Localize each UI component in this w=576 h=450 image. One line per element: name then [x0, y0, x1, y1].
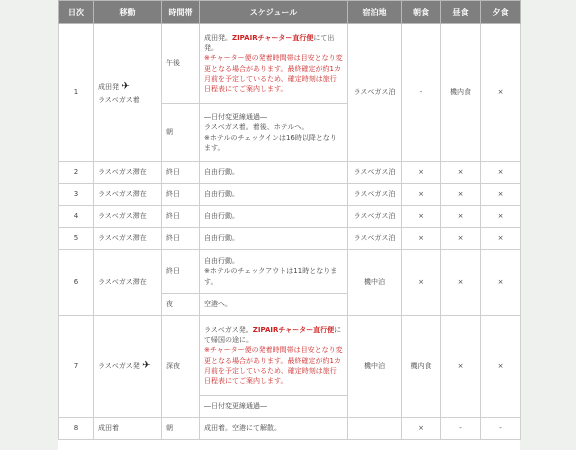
header-day: 日次 [59, 1, 94, 24]
itinerary-panel [58, 0, 520, 450]
table-row [59, 162, 521, 184]
day-number: 2 [59, 162, 94, 184]
dinner-cell: × [481, 206, 521, 228]
schedule-text: にて出発。 [204, 34, 335, 53]
move-cell: 成田着 [94, 418, 162, 440]
table-row [59, 250, 521, 294]
move-cell: ラスベガス滞在 [94, 206, 162, 228]
time-cell: 終日 [162, 184, 200, 206]
dinner-cell: × [481, 162, 521, 184]
stay-cell: ラスベガス泊 [348, 184, 402, 206]
move-cell [94, 316, 162, 418]
day-number: 6 [59, 250, 94, 316]
stay-cell [348, 418, 402, 440]
schedule-cell: 自由行動。 [200, 184, 348, 206]
schedule-cell [200, 104, 348, 162]
schedule-cell: 成田着。空港にて解散。 [200, 418, 348, 440]
schedule-cell: 自由行動。 [200, 162, 348, 184]
table-row [59, 206, 521, 228]
lunch-cell: - [441, 418, 481, 440]
stay-cell: 機中泊 [348, 316, 402, 418]
breakfast-cell: × [402, 206, 441, 228]
charter-note: ※チャーター便の発着時間帯は目安となり変更となる場合があります。最終確定が約1カ月前を予定しているため、確定時刻は旅行日程表にてご案内します。 [204, 54, 343, 93]
breakfast-cell: - [402, 24, 441, 162]
schedule-text: ラスベガス発。 [204, 326, 253, 335]
day-number: 3 [59, 184, 94, 206]
header-schedule: スケジュール [200, 1, 348, 24]
schedule-cell: 空港へ。 [200, 294, 348, 316]
checkin-note: ※ホテルのチェックインは16時以降となります。 [204, 133, 337, 152]
dinner-cell: × [481, 250, 521, 316]
time-cell: 終日 [162, 162, 200, 184]
dinner-cell: × [481, 228, 521, 250]
day-number: 4 [59, 206, 94, 228]
move-cell: ラスベガス滞在 [94, 184, 162, 206]
schedule-text: 成田発。 [204, 34, 232, 43]
move-cell: ラスベガス滞在 [94, 250, 162, 316]
schedule-text: 自由行動。 [204, 257, 239, 266]
airplane-icon: ✈ [121, 81, 130, 93]
move-arrive-label: ラスベガス着 [98, 95, 140, 104]
schedule-cell: 自由行動。 [200, 206, 348, 228]
stay-cell: ラスベガス泊 [348, 162, 402, 184]
stay-cell: 機中泊 [348, 250, 402, 316]
day-number: 1 [59, 24, 94, 162]
schedule-text: ラスベガス着。着後、ホテルへ。 [204, 123, 309, 132]
dinner-cell: × [481, 24, 521, 162]
stay-cell: ラスベガス泊 [348, 228, 402, 250]
table-row [59, 228, 521, 250]
move-cell: ラスベガス滞在 [94, 228, 162, 250]
move-cell [94, 24, 162, 162]
schedule-cell [200, 250, 348, 294]
breakfast-cell: 機内食 [402, 316, 441, 418]
schedule-cell [200, 316, 348, 396]
dateline-note: ―日付変更線通過― [204, 113, 267, 122]
header-breakfast: 朝食 [402, 1, 441, 24]
header-dinner: 夕食 [481, 1, 521, 24]
table-row [59, 184, 521, 206]
checkout-note: ※ホテルのチェックアウトは11時となります。 [204, 267, 338, 286]
lunch-cell: × [441, 206, 481, 228]
schedule-cell: 自由行動。 [200, 228, 348, 250]
header-lunch: 昼食 [441, 1, 481, 24]
day-number: 8 [59, 418, 94, 440]
stay-cell: ラスベガス泊 [348, 24, 402, 162]
lunch-cell: × [441, 184, 481, 206]
move-depart-label: 成田発 [98, 83, 119, 92]
breakfast-cell: × [402, 228, 441, 250]
breakfast-cell: × [402, 250, 441, 316]
table-header-row [59, 1, 521, 24]
time-cell: 夜 [162, 294, 200, 316]
breakfast-cell: × [402, 162, 441, 184]
move-cell: ラスベガス滞在 [94, 162, 162, 184]
time-cell: 朝 [162, 418, 200, 440]
dinner-cell: × [481, 316, 521, 418]
schedule-cell: ―日付変更線通過― [200, 396, 348, 418]
lunch-cell: 機内食 [441, 24, 481, 162]
day-number: 5 [59, 228, 94, 250]
breakfast-cell: × [402, 418, 441, 440]
stay-cell: ラスベガス泊 [348, 206, 402, 228]
table-row [59, 316, 521, 396]
time-cell: 終日 [162, 206, 200, 228]
time-cell: 終日 [162, 228, 200, 250]
day-number: 7 [59, 316, 94, 418]
dinner-cell: × [481, 184, 521, 206]
move-depart-label: ラスベガス発 [98, 362, 140, 371]
table-row [59, 24, 521, 104]
breakfast-cell: × [402, 184, 441, 206]
header-time: 時間帯 [162, 1, 200, 24]
charter-flight-label: ZIPAIRチャーター直行便 [232, 34, 314, 43]
charter-note: ※チャーター便の発着時間帯は目安となり変更となる場合があります。最終確定が約1カ月前を予定しているため、確定時刻は旅行日程表にてご案内します。 [204, 346, 343, 385]
charter-flight-label: ZIPAIRチャーター直行便 [252, 326, 335, 335]
time-cell: 深夜 [162, 316, 200, 418]
lunch-cell: × [441, 316, 481, 418]
dinner-cell: - [481, 418, 521, 440]
itinerary-table [58, 0, 521, 440]
time-cell: 終日 [162, 250, 200, 294]
schedule-cell [200, 24, 348, 104]
lunch-cell: × [441, 250, 481, 316]
lunch-cell: × [441, 162, 481, 184]
lunch-cell: × [441, 228, 481, 250]
schedule-text: にて帰国の途に。 [204, 326, 342, 345]
header-move: 移動 [94, 1, 162, 24]
time-cell: 朝 [162, 104, 200, 162]
table-row [59, 418, 521, 440]
airplane-icon: ✈ [142, 360, 151, 372]
header-stay: 宿泊地 [348, 1, 402, 24]
time-cell: 午後 [162, 24, 200, 104]
